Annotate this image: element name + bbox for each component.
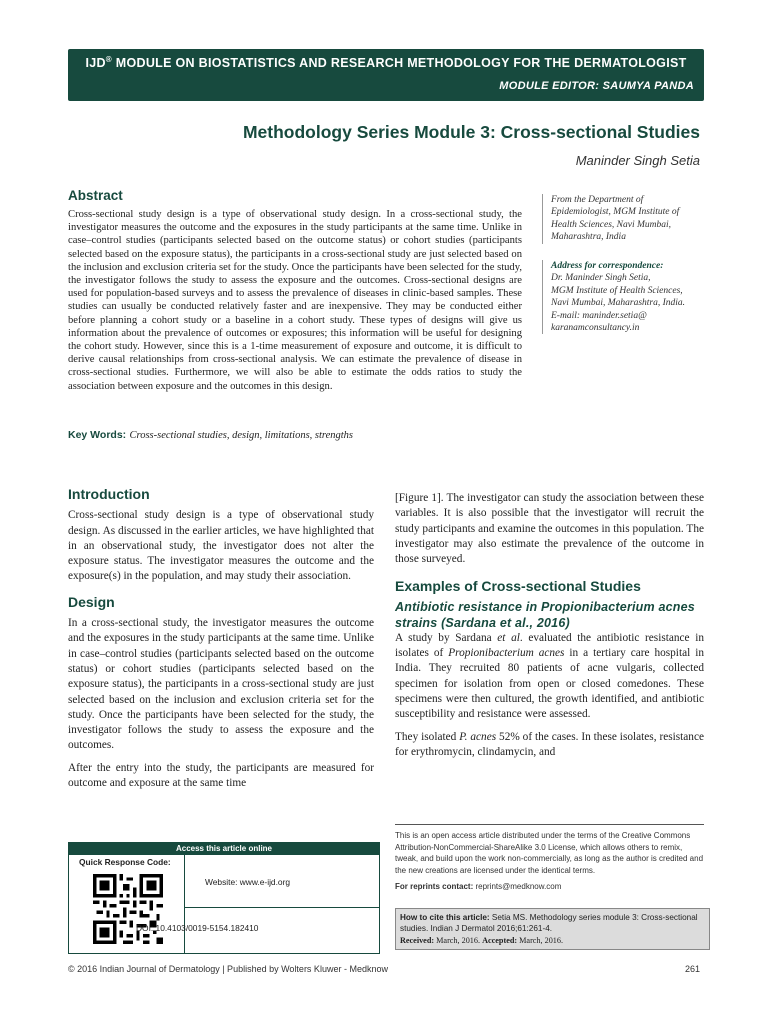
design-paragraph: In a cross-sectional study, the investigator measures the outcome and the exposures in the study participants at the same time. Unlike in case–control studies (participants selected based on the outcome status) or cohort studies (participants selected based on the exposure status), the participants in a cross-sectional study are just selected based on the inclusion and exclusion criteria set for the study. Once the participants have been selected for the study, the investigator follows the study to assess the exposure and the outcomes. <box>68 617 374 752</box>
body-paragraph: [Figure 1]. The investigator can study the association between these variables. It is also possible that the investigator will recruit the study participants and examine the outcomes in this population. The investigator may also estimate the prevalence of the outcome in those surveyed. <box>395 492 704 566</box>
doi-text[interactable]: DOI: 10.4103/0019-5154.182410 <box>136 923 259 933</box>
qr-cell <box>69 855 185 953</box>
affiliation-line: Health Sciences, Navi Mumbai, <box>551 219 672 230</box>
correspondence-label: Address for correspondence: <box>551 261 664 271</box>
design-paragraph: After the entry into the study, the participants are measured for outcome and exposure at the same time <box>68 761 374 790</box>
affiliation-line: From the Department of <box>551 195 644 205</box>
right-column <box>395 491 704 760</box>
citation-box: How to cite this article: Setia MS. Methodology series module 3: Cross-sectional studies. Indian J Dermatol 2016;61:261-4. Received: March, 2016. Accepted: March, 2016. <box>395 908 710 950</box>
access-online-box <box>68 842 380 954</box>
article-author: Maninder Singh Setia <box>575 153 700 168</box>
reprints-contact: For reprints contact: reprints@medknow.com <box>395 882 562 891</box>
module-editor: MODULE EDITOR: SAUMYA PANDA <box>499 80 694 92</box>
body-paragraph: They isolated P. acnes 52% of the cases. In these isolates, resistance for erythromycin, clindamycin, and <box>395 730 704 758</box>
website-link[interactable]: Website: www.e-ijd.org <box>205 877 291 887</box>
page-footer <box>68 964 700 978</box>
qr-code-icon[interactable] <box>93 874 163 944</box>
page-number: 261 <box>684 964 700 974</box>
cite-label: How to cite this article: <box>400 913 490 922</box>
left-column <box>68 487 374 791</box>
license-note: This is an open access article distributed under the terms of the Creative Commons Attribution-NonCommercial-ShareAlike 3.0 License, which allows others to remix, tweak, and build upon the work non-commercially, as long as the author is credited and the new creations are licensed under the identical terms. <box>395 824 704 876</box>
example-subheading: Antibiotic resistance in Propionibacterium acnes strains (Sardana et al., 2016) <box>395 599 695 630</box>
affiliation-line: Epidemiologist, MGM Institute of <box>551 207 680 218</box>
affiliation-line: Maharashtra, India <box>551 232 626 243</box>
module-banner <box>68 49 704 101</box>
website-cell <box>185 855 379 908</box>
correspondence-line: Navi Mumbai, Maharashtra, India. <box>551 298 686 309</box>
examples-heading: Examples of Cross-sectional Studies <box>395 578 641 595</box>
footer-copyright: © 2016 Indian Journal of Dermatology | Published by Wolters Kluwer - Medknow <box>68 964 388 974</box>
access-heading: Access this article online <box>69 843 379 855</box>
affiliation-block <box>542 194 713 244</box>
qr-label: Quick Response Code: <box>79 857 171 867</box>
cite-text: Setia MS. Methodology series module 3: Cross-sectional studies. Indian J Dermatol 2016;61:261-4. <box>400 913 698 934</box>
abstract-heading: Abstract <box>68 188 123 203</box>
keywords <box>68 429 353 441</box>
reprints-email[interactable]: reprints@medknow.com <box>475 882 562 891</box>
introduction-text: Cross-sectional study design is a type of observational study design. As discussed in the earlier articles, we have highlighted that in an observational study, the investigator does not alter the exposure status. The investigator measures the outcome and the exposure(s) in the population, and may study their association. <box>68 509 374 583</box>
design-heading: Design <box>68 593 115 610</box>
correspondence-line: MGM Institute of Health Sciences, <box>551 285 683 296</box>
article-title: Methodology Series Module 3: Cross-sectional Studies <box>242 122 700 142</box>
correspondence-block <box>542 260 713 334</box>
correspondence-email[interactable]: E-mail: maninder.setia@ <box>551 310 647 321</box>
introduction-heading: Introduction <box>68 486 150 502</box>
correspondence-line: Dr. Maninder Singh Setia, <box>551 273 651 284</box>
keywords-value: Cross-sectional studies, design, limitations, strengths <box>129 430 354 441</box>
abstract-text: Cross-sectional study design is a type of observational study design. In a cross-sectional study, the investigator measures the outcome and the exposures in the study participants at the same time. Unlike in case–control studies (participants selected based on the outcome status) or cohort studies (participants selected based on the exposure status), the participants in a cross-sectional study are just selected based on the inclusion and exclusion criteria set for the study. Once the participants have been selected for the study, the investigator follows the study to assess the exposure and the outcomes. Cross-sectional designs are used for population-based surveys and to assess the prevalence of diseases in clinic-based samples. These studies can usually be conducted relatively faster and are inexpensive. They may be conducted either before planning a cohort study or a baseline in a cohort study. These types of designs will give us information about the prevalence of outcomes or exposures; this information will be useful for designing the cohort study. However, since this is a 1-time measurement of exposure and outcome, it is difficult to derive causal relationships from cross-sectional analysis. We can estimate the prevalence of disease in cross-sectional studies. Furthermore, we will also be able to estimate the odds ratios to study the association between exposure and the outcomes in this design. <box>68 209 522 392</box>
keywords-label: Key Words: <box>68 429 127 441</box>
correspondence-email-cont[interactable]: karanamconsultancy.in <box>551 323 640 334</box>
body-paragraph: A study by Sardana et al. evaluated the antibiotic resistance in isolates of Propionibacterium acnes in a tertiary care hospital in India. They recruited 80 patients of acne vulgaris, collected specimen for isolation from open or closed comedones. These specimens were then cultured, the growth identified, and antibiotic susceptibility and resistance were assessed. <box>395 631 704 721</box>
banner-title: IJD® MODULE ON BIOSTATISTICS AND RESEARCH METHODOLOGY FOR THE DERMATOLOGIST <box>85 55 687 71</box>
